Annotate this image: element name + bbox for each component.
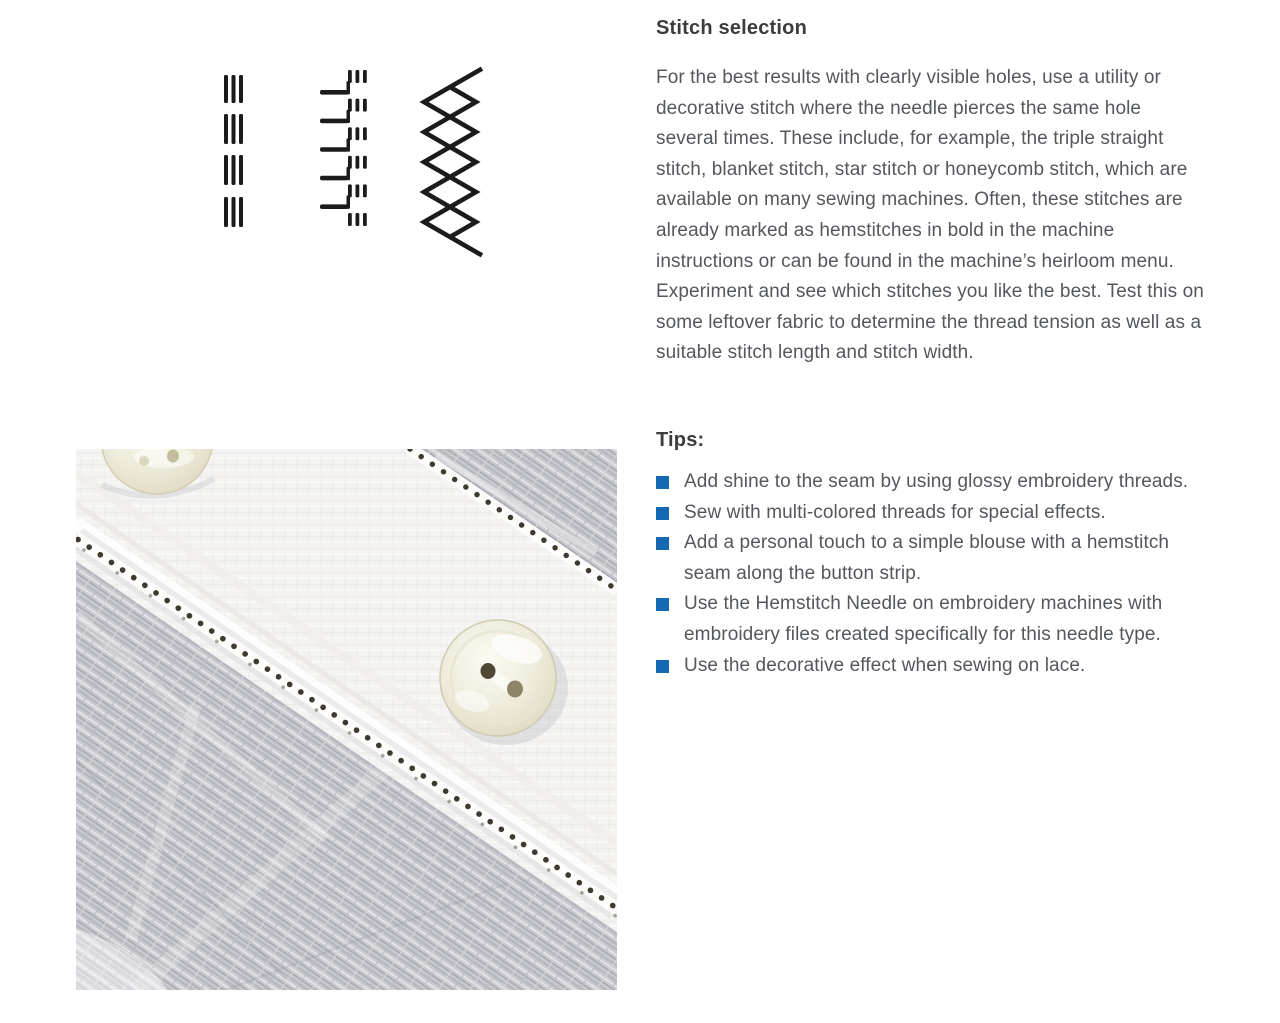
list-item (656, 528, 1208, 589)
list-item (656, 651, 1208, 682)
tip-text: Sew with multi-colored threads for special effects. (684, 501, 1106, 523)
list-item (656, 467, 1208, 498)
list-item (656, 498, 1208, 529)
tip-text: Use the decorative effect when sewing on lace. (684, 654, 1086, 676)
square-bullet-icon (656, 476, 669, 489)
honeycomb-stitch-icon (424, 69, 482, 256)
blanket-stitch-icon (320, 70, 367, 226)
triple-straight-stitch-icon (224, 75, 243, 227)
button-hole (507, 681, 523, 698)
square-bullet-icon (656, 537, 669, 550)
hemstitch-fabric-photo (76, 449, 617, 990)
tip-text: Add a personal touch to a simple blouse with a hemstitch seam along the button strip. (684, 532, 1170, 584)
shirt-button-top-left (101, 449, 214, 496)
square-bullet-icon (656, 598, 669, 611)
tip-text: Use the Hemstitch Needle on embroidery machines with embroidery files created specifically for this needle type. (684, 593, 1163, 645)
tip-text: Add shine to the seam by using glossy embroidery threads. (684, 470, 1189, 492)
button-hole (481, 663, 496, 679)
section-heading: Stitch selection (656, 17, 808, 39)
text-column (656, 0, 1208, 681)
stitch-diagrams (195, 55, 525, 260)
list-item (656, 589, 1208, 650)
square-bullet-icon (656, 507, 669, 520)
section-paragraph: For the best results with clearly visible holes, use a utility or decorative stitch where the needle pierces the same hole several times. These include, for example, the triple straight stitch, blanket stitch, star stitch or honeycomb stitch, which are available on many sewing machines. Often, these stitches are already marked as hemstitches in bold in the machine instructions or can be found in the machine’s heirloom menu. Experiment and see which stitches you like the best. Test this on some leftover fabric to determine the thread tension as well as a suitable stitch length and stitch width. (656, 67, 1204, 364)
square-bullet-icon (656, 660, 669, 673)
tips-heading: Tips: (656, 428, 705, 451)
tips-list (656, 467, 1208, 681)
